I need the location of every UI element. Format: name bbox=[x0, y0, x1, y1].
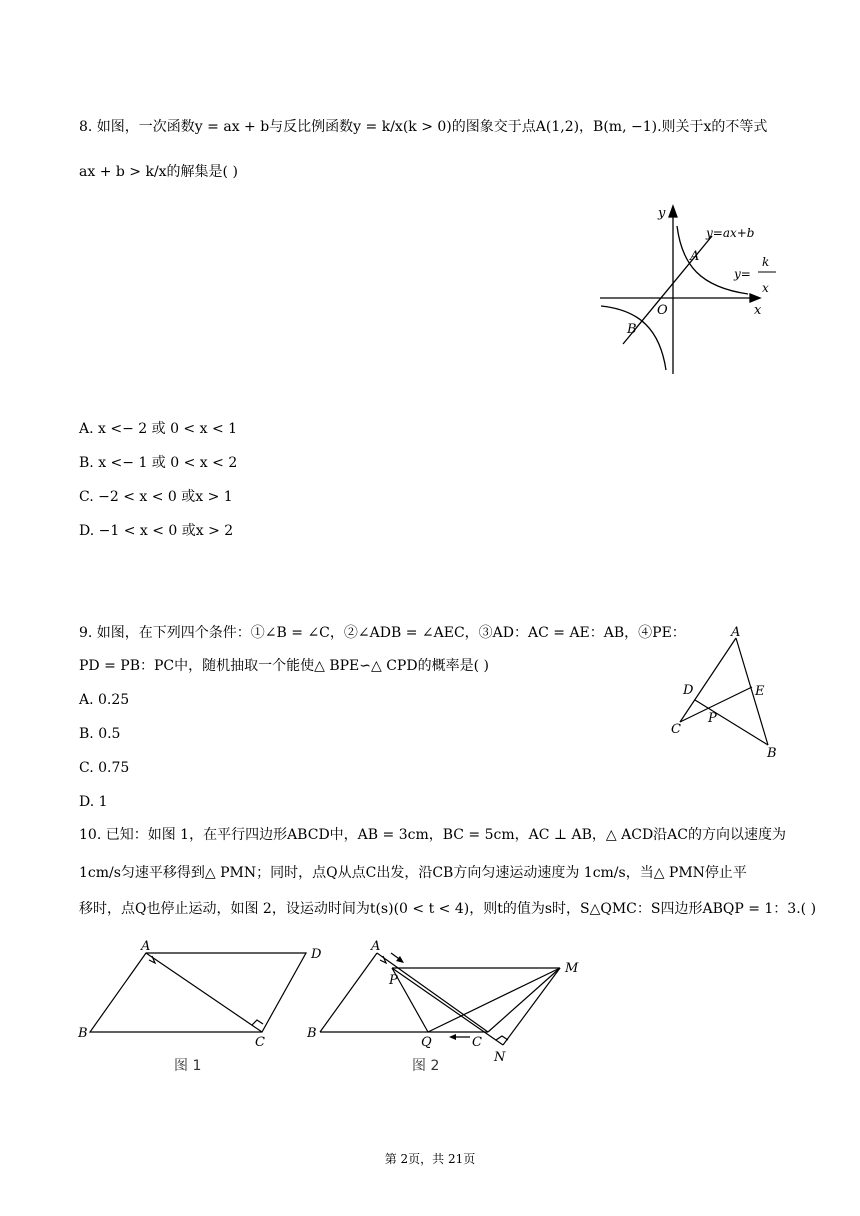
segment-mn bbox=[503, 968, 560, 1045]
fig2-label-m: M bbox=[565, 961, 579, 976]
q9-label-a: A bbox=[731, 625, 741, 640]
q9-option-b: B. 0.5 bbox=[79, 726, 121, 742]
q9-figure bbox=[664, 620, 789, 765]
curve-label-denominator: x bbox=[762, 281, 769, 295]
fig1-caption: 图 1 bbox=[174, 1058, 202, 1074]
point-a-label: A bbox=[690, 249, 700, 264]
segment-pn bbox=[392, 968, 503, 1045]
fig1-label-c: C bbox=[255, 1035, 265, 1050]
page-footer: 第 2页，共 21页 bbox=[384, 1152, 476, 1166]
y-axis-label: y bbox=[658, 206, 666, 221]
q10-figure-1 bbox=[74, 935, 334, 1080]
q8-option-c: C. −2 < x < 0 或x > 1 bbox=[79, 489, 233, 505]
q8-figure bbox=[598, 200, 788, 378]
fig2-label-p: P bbox=[389, 973, 398, 988]
q9-label-d: D bbox=[683, 683, 694, 698]
diagonal-ac bbox=[146, 953, 262, 1032]
segment-ab bbox=[320, 953, 377, 1032]
q9-option-c: C. 0.75 bbox=[79, 760, 130, 776]
segment-ac bbox=[377, 953, 488, 1032]
right-angle-n bbox=[496, 1036, 508, 1040]
x-axis-label: x bbox=[754, 303, 762, 318]
fig2-label-a: A bbox=[371, 939, 381, 954]
segment-qm bbox=[428, 968, 560, 1032]
q8-option-b: B. x <− 1 或 0 < x < 2 bbox=[79, 455, 238, 471]
q9-option-d: D. 1 bbox=[79, 794, 108, 810]
parallelogram-abcd bbox=[90, 953, 306, 1032]
q8-option-a: A. x <− 2 或 0 < x < 1 bbox=[79, 421, 238, 437]
curve-label-prefix: y= bbox=[734, 267, 751, 281]
arrow-cq-head bbox=[449, 1034, 456, 1040]
fig2-label-b: B bbox=[307, 1026, 317, 1041]
q8-stem-line2: ax + b > k/x的解集是( ) bbox=[79, 164, 238, 180]
fig1-label-b: B bbox=[78, 1026, 88, 1041]
q9-label-b: B bbox=[767, 746, 777, 761]
q9-label-c: C bbox=[671, 722, 681, 737]
x-axis-arrow bbox=[750, 294, 760, 302]
fig1-label-d: D bbox=[311, 947, 322, 962]
q9-stem-line2: PD = PB：PC中，随机抽取一个能使△ BPE∽△ CPD的概率是( ) bbox=[79, 658, 489, 674]
fig2-label-c: C bbox=[472, 1035, 482, 1050]
right-angle-a bbox=[149, 956, 155, 963]
q10-figure-2 bbox=[300, 935, 590, 1080]
curve-label-numerator: k bbox=[762, 255, 770, 269]
q10-stem-line1: 10. 已知：如图 1，在平行四边形ABCD中，AB = 3cm，BC = 5cm，AC ⊥ AB，△ ACD沿AC的方向以速度为 bbox=[79, 827, 787, 843]
fig2-caption: 图 2 bbox=[412, 1058, 440, 1074]
line-label: y=ax+b bbox=[706, 226, 755, 240]
q9-stem-line1: 9. 如图，在下列四个条件：①∠B = ∠C，②∠ADB = ∠AEC，③AD：AC = AE：AB，④PE： bbox=[79, 625, 686, 641]
fig2-label-n: N bbox=[494, 1050, 506, 1065]
q10-stem-line2: 1cm/s匀速平移得到△ PMN；同时，点Q从点C出发，沿CB方向匀速运动速度为 1cm/s，当△ PMN停止平 bbox=[79, 865, 747, 881]
segment-ac bbox=[680, 638, 736, 722]
right-angle-c bbox=[252, 1020, 263, 1025]
origin-label: O bbox=[657, 303, 668, 318]
q9-label-p: P bbox=[708, 711, 717, 726]
segment-mc bbox=[488, 968, 560, 1032]
q10-stem-line3: 移时，点Q也停止运动，如图 2，设运动时间为t(s)(0 < t < 4)，则t的值为s时，S△QMC：S四边形ABQP = 1：3.( ) bbox=[79, 901, 817, 917]
q8-option-d: D. −1 < x < 0 或x > 2 bbox=[79, 523, 234, 539]
fig1-label-a: A bbox=[141, 939, 151, 954]
q9-label-e: E bbox=[755, 684, 765, 699]
q9-option-a: A. 0.25 bbox=[79, 692, 130, 708]
right-angle-a bbox=[380, 956, 386, 963]
q8-stem-line1: 8. 如图，一次函数y = ax + b与反比例函数y = k/x(k > 0)的图象交于点A(1,2)，B(m, −1).则关于x的不等式 bbox=[79, 119, 768, 135]
fig2-label-q: Q bbox=[421, 1035, 432, 1050]
point-b-label: B bbox=[627, 322, 637, 337]
y-axis-arrow bbox=[669, 206, 677, 217]
